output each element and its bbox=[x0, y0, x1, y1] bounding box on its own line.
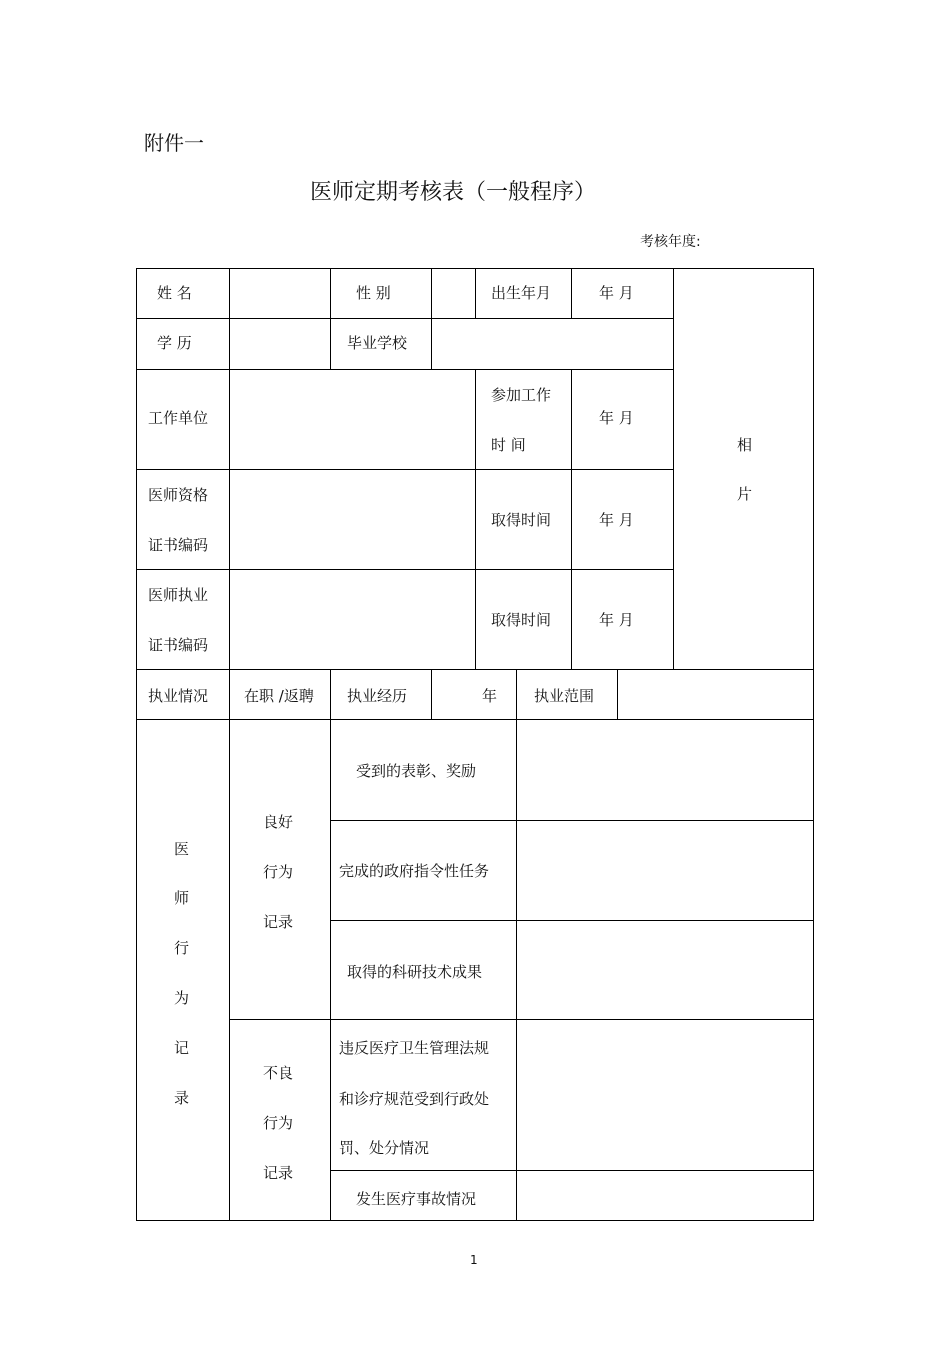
photo-label-char: 相 bbox=[737, 436, 753, 454]
bad-record-label-line: 不良 bbox=[263, 1064, 294, 1082]
row-divider bbox=[330, 1170, 813, 1171]
good-record-label-line: 良好 bbox=[263, 813, 294, 831]
employment-status: 在职 /返聘 bbox=[244, 687, 314, 705]
practice-cert-label-line2: 证书编码 bbox=[148, 636, 209, 654]
bad-record-label-line: 行为 bbox=[263, 1114, 294, 1132]
qualification-year-month: 年 月 bbox=[599, 511, 634, 529]
col-divider bbox=[330, 719, 331, 1220]
col-divider bbox=[516, 669, 517, 720]
join-work-label-line2: 时 间 bbox=[491, 436, 526, 454]
assessment-year-label: 考核年度: bbox=[640, 234, 701, 250]
form-title: 医师定期考核表（一般程序） bbox=[310, 180, 597, 205]
qualification-label-line1: 医师资格 bbox=[148, 486, 209, 504]
qualification-label-line2: 证书编码 bbox=[148, 536, 209, 554]
photo-label-char: 片 bbox=[737, 485, 753, 503]
practice-scope-label: 执业范围 bbox=[534, 687, 595, 705]
col-divider bbox=[431, 669, 432, 720]
bad-record-item-line: 和诊疗规范受到行政处 bbox=[339, 1090, 490, 1108]
row-divider bbox=[136, 569, 674, 570]
record-title-char: 行 bbox=[174, 939, 190, 957]
work-unit-label: 工作单位 bbox=[148, 409, 209, 427]
col-divider bbox=[330, 669, 331, 720]
join-work-label-line1: 参加工作 bbox=[491, 386, 552, 404]
bad-record-item: 发生医疗事故情况 bbox=[356, 1190, 477, 1208]
bad-record-label-line: 记录 bbox=[263, 1164, 294, 1182]
experience-year-unit: 年 bbox=[482, 687, 498, 705]
col-divider bbox=[475, 268, 476, 319]
good-record-item: 完成的政府指令性任务 bbox=[339, 862, 490, 880]
row-divider bbox=[330, 920, 813, 921]
col-divider bbox=[673, 268, 674, 670]
col-divider bbox=[330, 268, 331, 369]
row-divider bbox=[330, 820, 813, 821]
practice-obtain-time-label: 取得时间 bbox=[491, 611, 552, 629]
col-divider bbox=[229, 268, 230, 1220]
record-title-char: 为 bbox=[174, 989, 190, 1007]
bad-record-item-line: 违反医疗卫生管理法规 bbox=[339, 1039, 490, 1057]
row-divider bbox=[136, 318, 674, 319]
good-record-label-line: 记录 bbox=[263, 913, 294, 931]
col-divider bbox=[475, 369, 476, 670]
record-title-char: 医 bbox=[174, 840, 190, 858]
gender-label: 性 别 bbox=[356, 284, 391, 302]
practice-experience-label: 执业经历 bbox=[347, 687, 408, 705]
row-divider bbox=[136, 469, 674, 470]
col-divider bbox=[571, 268, 572, 319]
birth-year-month: 年 月 bbox=[599, 284, 634, 302]
qualification-obtain-time-label: 取得时间 bbox=[491, 511, 552, 529]
practice-cert-label-line1: 医师执业 bbox=[148, 586, 209, 604]
good-record-item: 取得的科研技术成果 bbox=[347, 963, 483, 981]
graduate-school-label: 毕业学校 bbox=[347, 334, 408, 352]
col-divider bbox=[571, 369, 572, 670]
bad-record-item-line: 罚、处分情况 bbox=[339, 1139, 430, 1157]
join-work-year-month: 年 月 bbox=[599, 409, 634, 427]
record-title-char: 录 bbox=[174, 1089, 190, 1107]
good-record-item: 受到的表彰、奖励 bbox=[356, 762, 477, 780]
row-divider bbox=[136, 719, 813, 720]
name-label: 姓 名 bbox=[157, 284, 192, 302]
education-label: 学 历 bbox=[157, 334, 192, 352]
record-title-char: 记 bbox=[174, 1039, 190, 1057]
good-record-label-line: 行为 bbox=[263, 863, 294, 881]
col-divider bbox=[617, 669, 618, 720]
record-title-char: 师 bbox=[174, 889, 190, 907]
col-divider bbox=[516, 719, 517, 1220]
row-divider bbox=[136, 369, 674, 370]
attachment-label: 附件一 bbox=[144, 131, 204, 155]
col-divider bbox=[431, 268, 432, 369]
practice-status-label: 执业情况 bbox=[148, 687, 209, 705]
row-divider bbox=[229, 1019, 813, 1020]
birth-label: 出生年月 bbox=[491, 284, 552, 302]
page-number: 1 bbox=[470, 1253, 478, 1267]
practice-year-month: 年 月 bbox=[599, 611, 634, 629]
